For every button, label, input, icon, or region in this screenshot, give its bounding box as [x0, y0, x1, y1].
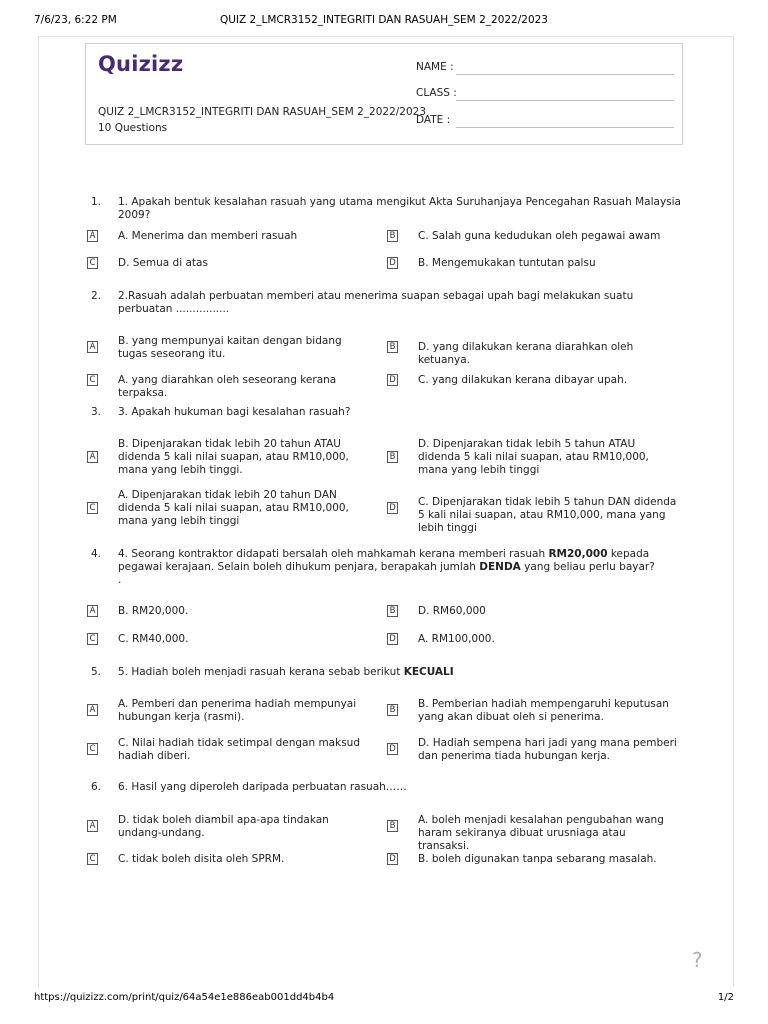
option-letter-box: A — [87, 451, 98, 463]
option-letter-box: B — [387, 820, 398, 832]
option-text: D. yang dilakukan kerana diarahkan oleh ketuanya. — [418, 341, 634, 366]
option-text: B. Mengemukakan tuntutan palsu — [418, 257, 596, 269]
question-text: 2.Rasuah adalah perbuatan memberi atau menerima suapan sebagai upah bagi melakukan suatu perbuatan ................ — [118, 290, 634, 315]
question-text-part: yang beliau perlu bayar? — [520, 561, 655, 573]
option-text: A. Menerima dan memberi rasuah — [118, 230, 298, 242]
name-field — [416, 61, 674, 75]
option-text: C. tidak boleh disita oleh SPRM. — [118, 853, 285, 865]
option-text: B. boleh digunakan tanpa sebarang masalah. — [418, 853, 657, 865]
date-label: DATE : — [416, 114, 451, 126]
question-text-part: 4. Seorang kontraktor didapati bersalah oleh mahkamah kerana memberi rasuah — [118, 548, 549, 560]
option-text: D. tidak boleh diambil apa-apa tindakan undang-undang. — [118, 814, 329, 839]
option-text: D. RM60,000 — [418, 605, 486, 617]
option-text: D. Dipenjarakan tidak lebih 5 tahun ATAU didenda 5 kali nilai suapan, atau RM10,000, mana yang lebih tinggi — [418, 438, 649, 476]
option-letter-box: B — [387, 451, 398, 463]
option-letter-box: A — [87, 605, 98, 617]
print-footer — [34, 992, 734, 1006]
option-text: A. Dipenjarakan tidak lebih 20 tahun DAN didenda 5 kali nilai suapan, atau RM10,000, mana yang lebih tinggi — [118, 489, 349, 527]
option-text: A. Pemberi dan penerima hadiah mempunyai hubungan kerja (rasmi). — [118, 698, 357, 723]
option-text: D. Hadiah sempena hari jadi yang mana pemberi dan penerima tiada hubungan kerja. — [418, 737, 677, 762]
option-letter-box: D — [387, 743, 398, 755]
option-letter-box: C — [87, 374, 98, 386]
option-text: C. yang dilakukan kerana dibayar upah. — [418, 374, 628, 386]
date-field — [416, 114, 674, 128]
question-text-part: . — [118, 574, 122, 586]
question-number: 4. — [91, 548, 102, 560]
question-number: 2. — [91, 290, 102, 302]
question-text-bold: DENDA — [479, 561, 521, 573]
option-letter-box: C — [87, 502, 98, 514]
question-text-part: kepada pegawai kerajaan. Selain boleh dihukum penjara, berapakah jumlah — [118, 548, 650, 573]
option-text: B. Pemberian hadiah mempengaruhi keputusan yang akan dibuat oleh si penerima. — [418, 698, 669, 723]
name-line — [456, 74, 674, 75]
quizizz-logo: Quizizz — [98, 52, 184, 76]
question-text — [118, 548, 688, 587]
option-letter-box: D — [387, 853, 398, 865]
question-text — [118, 666, 688, 679]
question-text: 6. Hasil yang diperoleh daripada perbuatan rasuah…… — [118, 781, 407, 793]
option-letter-box: D — [387, 502, 398, 514]
option-letter-box: D — [387, 257, 398, 269]
option-text: C. Nilai hadiah tidak setimpal dengan maksud hadiah diberi. — [118, 737, 360, 762]
question-text: 1. Apakah bentuk kesalahan rasuah yang utama mengikut Akta Suruhanjaya Pencegahan Rasuah Malaysia 2009? — [118, 196, 681, 221]
option-text: B. Dipenjarakan tidak lebih 20 tahun ATAU didenda 5 kali nilai suapan, atau RM10,000, mana yang lebih tinggi. — [118, 438, 349, 476]
option-letter-box: C — [87, 633, 98, 645]
class-line — [456, 100, 674, 101]
question-number: 3. — [91, 406, 102, 418]
name-label: NAME : — [416, 61, 454, 73]
question-text-bold: KECUALI — [403, 666, 454, 678]
option-letter-box: C — [87, 743, 98, 755]
option-text: D. Semua di atas — [118, 257, 208, 269]
option-text: C. RM40,000. — [118, 633, 189, 645]
question-count: 10 Questions — [98, 122, 168, 134]
question-number: 6. — [91, 781, 102, 793]
option-text: B. yang mempunyai kaitan dengan bidang tugas seseorang itu. — [118, 335, 342, 360]
print-datetime: 7/6/23, 6:22 PM — [34, 14, 117, 26]
date-line — [456, 127, 674, 128]
option-text: A. boleh menjadi kesalahan pengubahan wang haram sekiranya dibuat urusniaga atau transaksi. — [418, 814, 664, 852]
question-number: 5. — [91, 666, 102, 678]
question-text: 3. Apakah hukuman bagi kesalahan rasuah? — [118, 406, 351, 418]
option-text: A. yang diarahkan oleh seseorang kerana terpaksa. — [118, 374, 337, 399]
page-number: 1/2 — [717, 992, 734, 1003]
question-text-part: 5. Hadiah boleh menjadi rasuah kerana sebab berikut — [118, 666, 404, 678]
option-letter-box: D — [387, 374, 398, 386]
option-text: A. RM100,000. — [418, 633, 495, 645]
option-letter-box: A — [87, 704, 98, 716]
option-letter-box: D — [387, 633, 398, 645]
print-title: QUIZ 2_LMCR3152_INTEGRITI DAN RASUAH_SEM 2_2022/2023 — [219, 14, 548, 26]
option-letter-box: B — [387, 230, 398, 242]
option-letter-box: C — [87, 257, 98, 269]
option-letter-box: B — [387, 704, 398, 716]
help-question-icon[interactable]: ? — [692, 948, 703, 972]
option-letter-box: C — [87, 853, 98, 865]
option-text: C. Salah guna kedudukan oleh pegawai awam — [418, 230, 661, 242]
option-letter-box: A — [87, 341, 98, 353]
quiz-header-box — [85, 43, 683, 145]
option-letter-box: A — [87, 820, 98, 832]
option-letter-box: B — [387, 341, 398, 353]
option-letter-box: B — [387, 605, 398, 617]
question-number: 1. — [91, 196, 102, 208]
quiz-title: QUIZ 2_LMCR3152_INTEGRITI DAN RASUAH_SEM 2_2022/2023 — [98, 106, 427, 118]
print-header — [34, 14, 734, 30]
class-label: CLASS : — [416, 87, 457, 99]
option-text: C. Dipenjarakan tidak lebih 5 tahun DAN didenda 5 kali nilai suapan, atau RM10,000, mana yang lebih tinggi — [418, 496, 677, 534]
option-text: B. RM20,000. — [118, 605, 189, 617]
question-text-bold: RM20,000 — [548, 548, 608, 560]
class-field — [416, 87, 674, 101]
option-letter-box: A — [87, 230, 98, 242]
print-url[interactable]: https://quizizz.com/print/quiz/64a54e1e886eab001dd4b4b4 — [34, 992, 335, 1003]
